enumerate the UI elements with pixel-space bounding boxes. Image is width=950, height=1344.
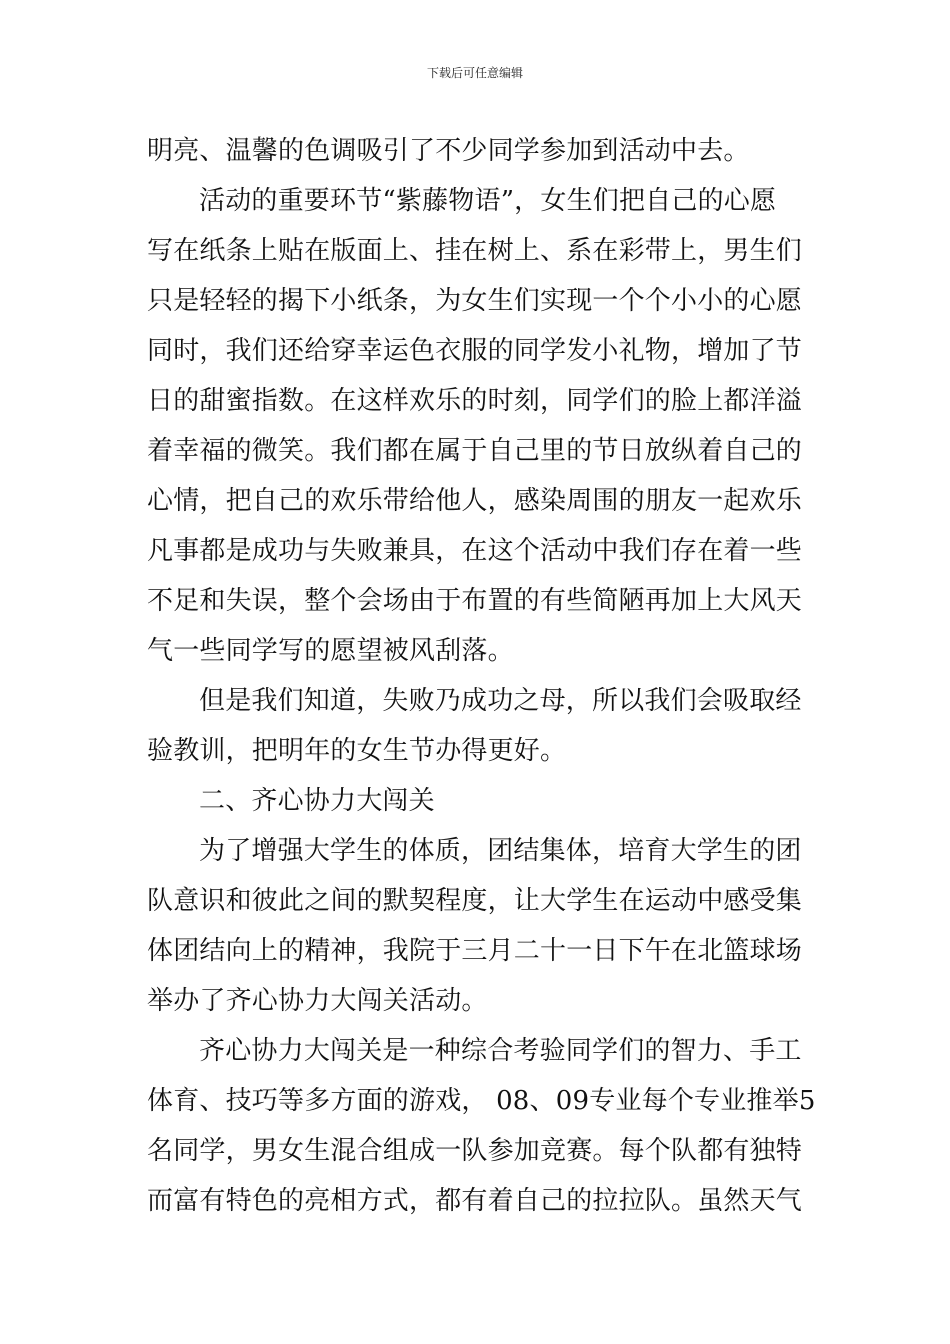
text-line: 凡事都是成功与失败兼具，在这个活动中我们存在着一些 bbox=[147, 536, 803, 566]
paragraph-3 bbox=[147, 676, 807, 776]
page-header bbox=[0, 66, 950, 80]
text-line: 活动的重要环节“紫藤物语”，女生们把自己的心愿 bbox=[199, 186, 777, 216]
text-line: 举办了齐心协力大闯关活动。 bbox=[147, 986, 488, 1016]
document-body bbox=[147, 126, 816, 1226]
text-line: 体团结向上的精神，我院于三月二十一日下午在北篮球场 bbox=[147, 936, 803, 966]
text-line: 写在纸条上贴在版面上、挂在树上、系在彩带上，男生们 bbox=[147, 236, 803, 266]
section-heading bbox=[147, 776, 807, 826]
text-line: 同时，我们还给穿幸运色衣服的同学发小礼物，增加了节 bbox=[147, 336, 803, 366]
text-line: 只是轻轻的揭下小纸条，为女生们实现一个个小小的心愿 bbox=[147, 286, 803, 316]
text-line: 不足和失误，整个会场由于布置的有些简陋再加上大风天 bbox=[147, 586, 803, 616]
text-line: 体育、技巧等多方面的游戏， 08、09专业每个专业推举5 bbox=[147, 1086, 816, 1116]
text-line: 心情，把自己的欢乐带给他人，感染周围的朋友一起欢乐 bbox=[147, 486, 803, 516]
text-line: 为了增强大学生的体质，团结集体，培育大学生的团 bbox=[199, 836, 802, 866]
paragraph-4 bbox=[147, 826, 807, 1026]
text-line: 日的甜蜜指数。在这样欢乐的时刻，同学们的脸上都洋溢 bbox=[147, 386, 803, 416]
text-line: 队意识和彼此之间的默契程度，让大学生在运动中感受集 bbox=[147, 886, 803, 916]
text-line: 而富有特色的亮相方式，都有着自己的拉拉队。虽然天气 bbox=[147, 1186, 803, 1216]
text-line: 着幸福的微笑。我们都在属于自己里的节日放纵着自己的 bbox=[147, 436, 803, 466]
text-line: 气一些同学写的愿望被风刮落。 bbox=[147, 636, 514, 666]
text-line: 齐心协力大闯关是一种综合考验同学们的智力、手工 bbox=[199, 1036, 802, 1066]
heading-text: 二、齐心协力大闯关 bbox=[199, 786, 435, 816]
text-line: 明亮、温馨的色调吸引了不少同学参加到活动中去。 bbox=[147, 136, 750, 166]
paragraph-1 bbox=[147, 126, 807, 176]
text-line: 验教训，把明年的女生节办得更好。 bbox=[147, 736, 567, 766]
header-text: 下载后可任意编辑 bbox=[426, 66, 523, 80]
paragraph-5 bbox=[147, 1026, 816, 1226]
text-line: 但是我们知道，失败乃成功之母，所以我们会吸取经 bbox=[199, 686, 802, 716]
text-line: 名同学，男女生混合组成一队参加竞赛。每个队都有独特 bbox=[147, 1136, 803, 1166]
paragraph-2 bbox=[147, 176, 807, 676]
